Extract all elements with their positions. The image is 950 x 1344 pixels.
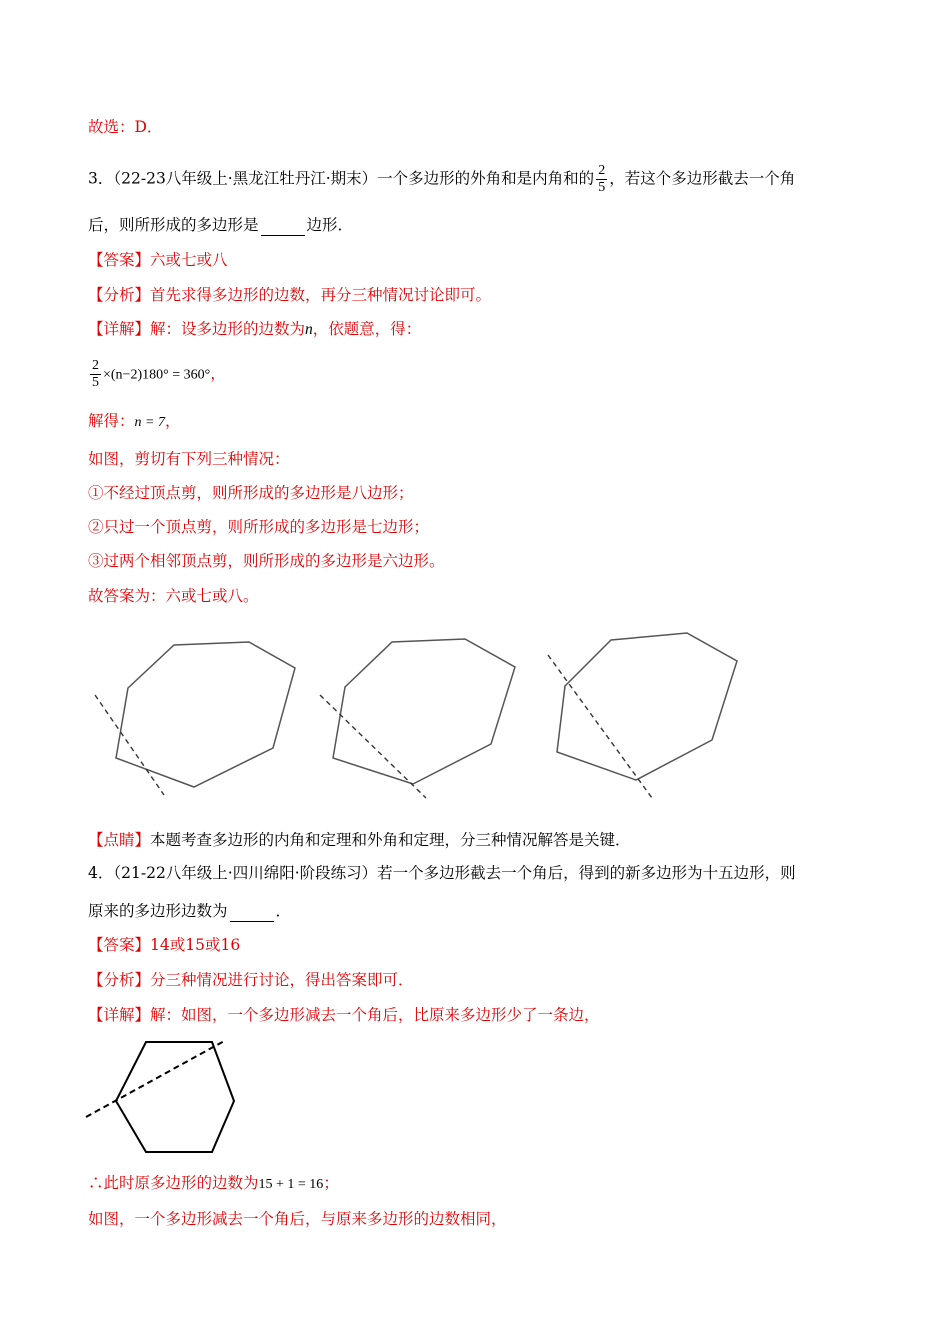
- q3-stem-a: 一个多边形的外角和是内角和的: [377, 169, 595, 188]
- previous-answer: 故选：D．: [88, 118, 163, 136]
- q4-analysis: 【分析】分三种情况进行讨论，得出答案即可．: [88, 971, 414, 989]
- q3-case-3: ③过两个相邻顶点剪，则所形成的多边形是六边形。: [88, 552, 445, 570]
- q3-solve: 解得：n = 7，: [88, 412, 181, 430]
- q4-detail: 【详解】解：如图，一个多边形减去一个角后，比原来多边形少了一条边，: [88, 1006, 600, 1024]
- q4-stem-line2: 原来的多边形边数为 ．: [88, 902, 292, 920]
- q4-stem-line1: 4．（21-22八年级上·四川绵阳·阶段练习）若一个多边形截去一个角后，得到的新多边形为十五边形，则: [88, 864, 796, 882]
- q3-comment: 【点睛】本题考查多边形的内角和定理和外角和定理，分三种情况解答是关键．: [88, 831, 631, 849]
- q4-figure: [82, 1040, 252, 1160]
- cut-line-1: [95, 695, 164, 795]
- hexagon-cut-line: [86, 1040, 226, 1117]
- q3-stem-line2: 后，则所形成的多边形是 边形．: [88, 216, 354, 234]
- q3-stem-line1: [88, 163, 795, 196]
- heptagon-figure-2: [333, 639, 515, 784]
- q3-stem-b: ，若这个多边形截去一个角: [609, 169, 796, 188]
- q3-number: 3．: [88, 169, 114, 188]
- q3-equation: $\frac{2}{5}$ ×(n−2)180° = 360°，: [92, 358, 226, 390]
- q3-analysis: 【分析】首先求得多边形的边数，再分三种情况讨论即可。: [88, 286, 492, 304]
- q3-answer: 【答案】六或七或八: [88, 251, 228, 269]
- q3-case-2: ②只过一个顶点剪，则所形成的多边形是七边形；: [88, 518, 430, 536]
- q4-next-line: 如图，一个多边形减去一个角后，与原来多边形的边数相同，: [88, 1210, 507, 1228]
- hexagon-figure: [116, 1042, 234, 1152]
- q3-eq-fraction: $\frac{2}{5}$: [92, 358, 99, 390]
- q3-fraction: $\frac{2}{5}$: [598, 163, 606, 195]
- q3-answer-blank: [261, 219, 305, 236]
- q3-case-intro: 如图，剪切有下列三种情况：: [88, 450, 290, 468]
- q4-answer: 【答案】14或15或16: [88, 936, 241, 954]
- q3-case-1: ①不经过顶点剪，则所形成的多边形是八边形；: [88, 484, 414, 502]
- q3-source: （22-23八年级上·黑龙江牡丹江·期末）: [113, 169, 378, 188]
- q4-therefore: ∴此时原多边形的边数为15 + 1 = 16；: [88, 1174, 339, 1192]
- q3-figures: [80, 625, 760, 805]
- q3-detail: 【详解】解：设多边形的边数为n，依题意，得：: [88, 320, 422, 338]
- q4-answer-blank: [230, 905, 274, 922]
- heptagon-figure-3: [557, 633, 737, 780]
- q3-conclusion: 故答案为：六或七或八。: [88, 587, 259, 605]
- cut-line-3: [548, 655, 652, 798]
